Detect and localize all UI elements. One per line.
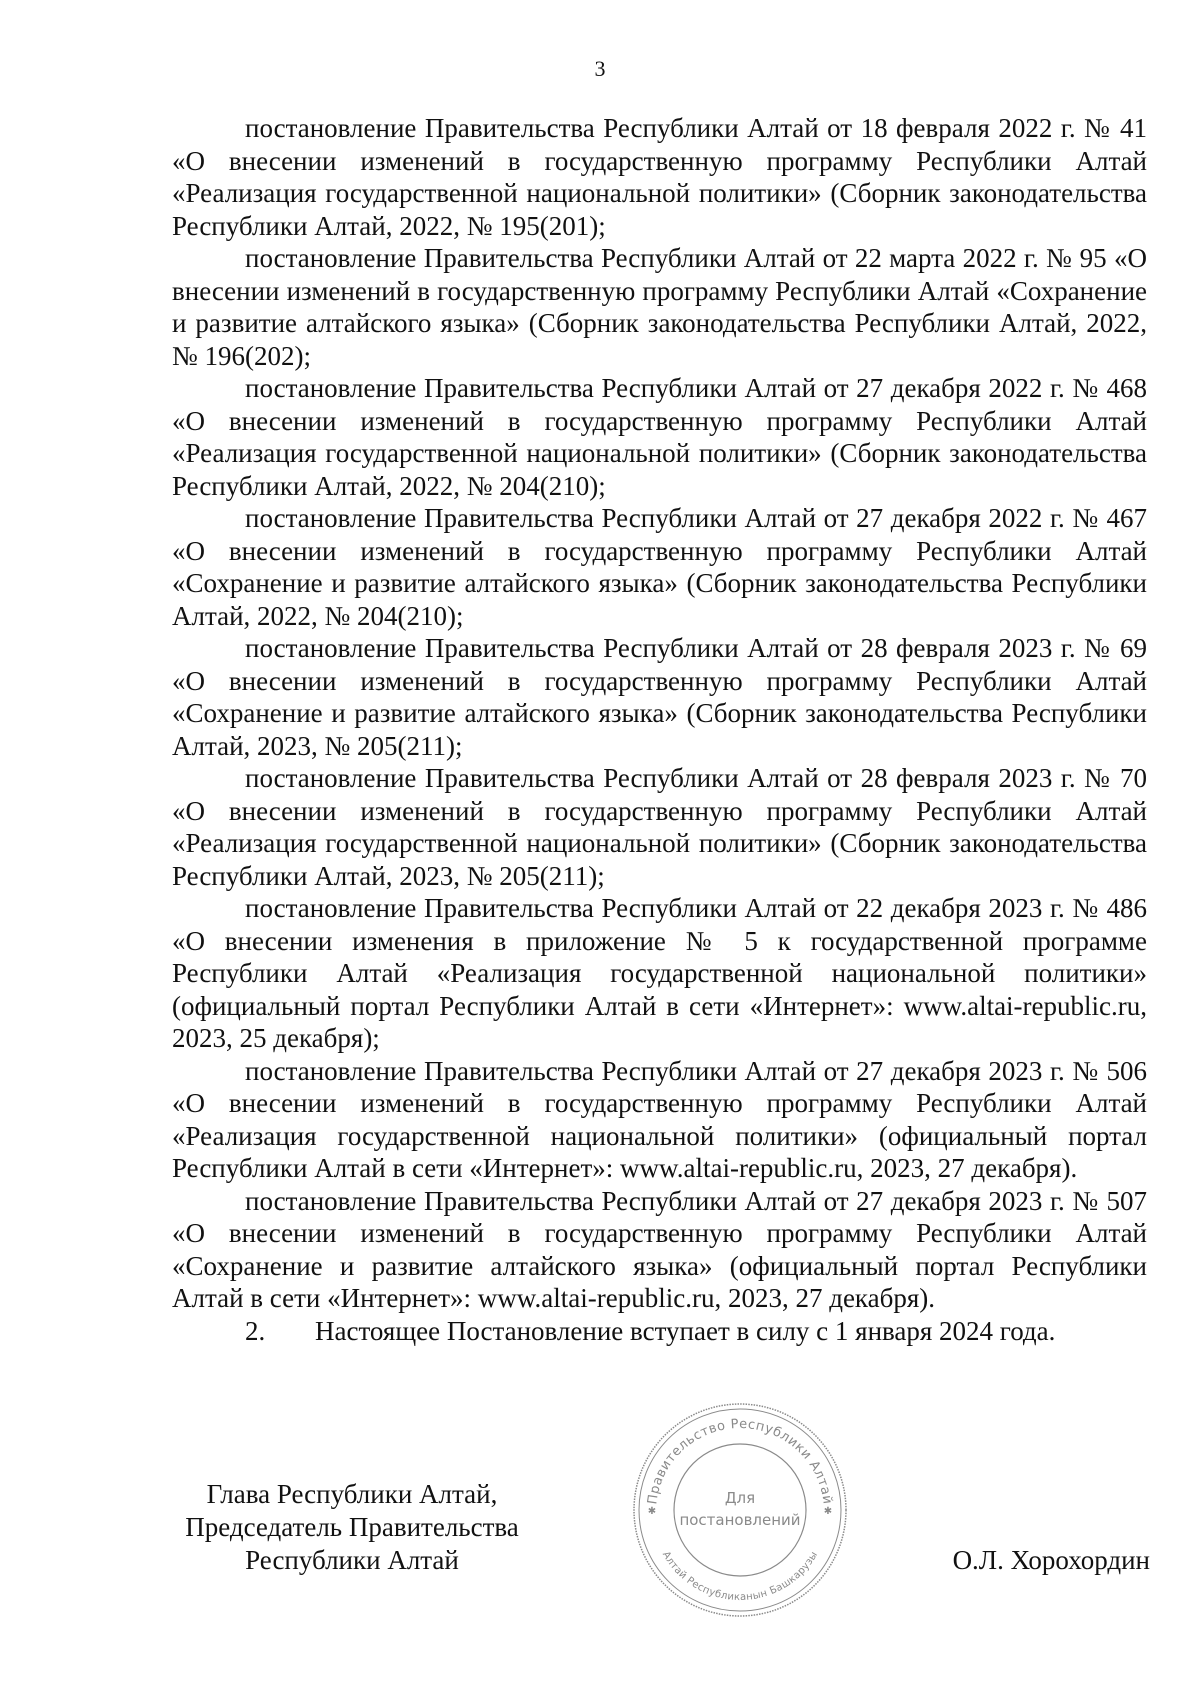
paragraph-9: постановление Правительства Республики Алтай от 27 декабря 2023 г. № 507 «О внесении изменений в государственную программу Республики Алтай «Сохранение и развитие алтайского языка» (официальный портал Республики Алтай в сети «Интернет»: www.altai-republic.ru, 2023, 27 декабря). xyxy=(172,1185,1147,1313)
seal-center-line-2: постановлений xyxy=(679,1511,801,1529)
paragraph-6: постановление Правительства Республики Алтай от 28 февраля 2023 г. № 70 «О внесении изменений в государственную программу Республики Алтай «Реализация государственной национальной политики» (Сборник законодательства Республики Алтай, 2023, № 205(211); xyxy=(172,763,1147,891)
seal-outer-text-bottom: Алтай Республиканын Башкарузы xyxy=(659,1549,821,1604)
clause-number: 2. xyxy=(245,1315,266,1346)
final-clause xyxy=(172,1315,1147,1348)
signature-title-line-2: Председатель Правительства xyxy=(185,1512,519,1542)
paragraph-8: постановление Правительства Республики Алтай от 27 декабря 2023 г. № 506 «О внесении изменений в государственную программу Республики Алтай «Реализация государственной национальной политики» (официальный портал Республики Алтай в сети «Интернет»: www.altai-republic.ru, 2023, 27 декабря). xyxy=(172,1055,1147,1183)
paragraph-5: постановление Правительства Республики Алтай от 28 февраля 2023 г. № 69 «О внесении изменений в государственную программу Республики Алтай «Сохранение и развитие алтайского языка» (Сборник законодательства Республики Алтай, 2023, № 205(211); xyxy=(172,633,1147,761)
signature-title xyxy=(172,1478,532,1577)
page-number: 3 xyxy=(594,56,606,81)
seal-center-line-1: Для xyxy=(724,1489,756,1507)
paragraph-2: постановление Правительства Республики Алтай от 22 марта 2022 г. № 95 «О внесении изменений в государственную программу Республики Алтай «Сохранение и развитие алтайского языка» (Сборник законодательства Республики Алтай, 2022, № 196(202); xyxy=(172,243,1147,371)
paragraph-1: постановление Правительства Республики Алтай от 18 февраля 2022 г. № 41 «О внесении изменений в государственную программу Республики Алтай «Реализация государственной национальной политики» (Сборник законодательства Республики Алтай, 2022, № 195(201); xyxy=(172,113,1147,241)
document-body xyxy=(172,112,1147,1347)
paragraph-7: постановление Правительства Республики Алтай от 22 декабря 2023 г. № 486 «О внесении изменения в приложение № 5 к государственной программе Республики Алтай «Реализация государственной национальной политики» (официальный портал Республики Алтай в сети «Интернет»: www.altai-republic.ru, 2023, 25 декабря); xyxy=(172,893,1147,1053)
paragraph-4: постановление Правительства Республики Алтай от 27 декабря 2022 г. № 467 «О внесении изменений в государственную программу Республики Алтай «Сохранение и развитие алтайского языка» (Сборник законодательства Республики Алтай, 2022, № 204(210); xyxy=(172,503,1147,631)
seal-star-right-icon: ✱ xyxy=(823,1506,833,1517)
signature-title-line-3: Республики Алтай xyxy=(245,1545,459,1575)
official-seal xyxy=(630,1400,850,1620)
signature-title-line-1: Глава Республики Алтай, xyxy=(206,1479,498,1509)
seal-star-left-icon: ✱ xyxy=(647,1506,657,1517)
seal-outer-text: Правительство Республики Алтай xyxy=(645,1416,835,1506)
clause-text: Настоящее Постановление вступает в силу с 1 января 2024 года. xyxy=(315,1315,1056,1346)
paragraph-3: постановление Правительства Республики Алтай от 27 декабря 2022 г. № 468 «О внесении изменений в государственную программу Республики Алтай «Реализация государственной национальной политики» (Сборник законодательства Республики Алтай, 2022, № 204(210); xyxy=(172,373,1147,501)
signer-name: О.Л. Хорохордин xyxy=(952,1545,1150,1575)
